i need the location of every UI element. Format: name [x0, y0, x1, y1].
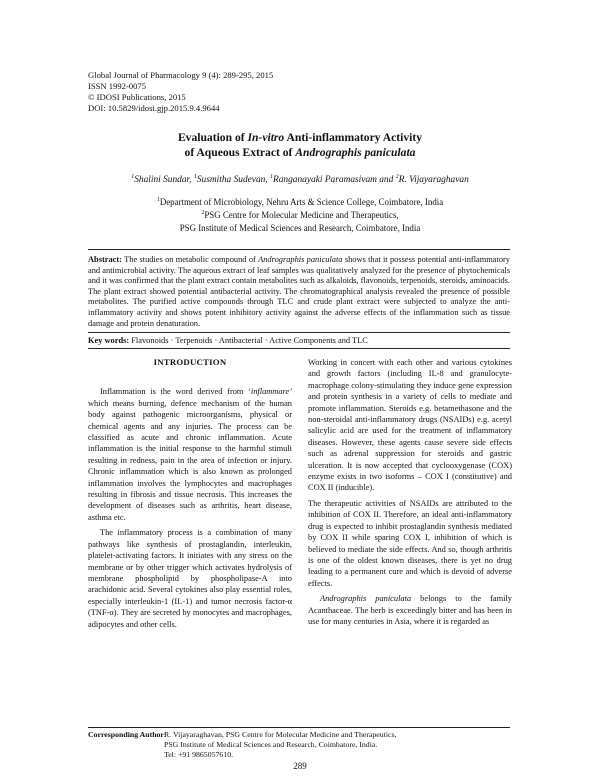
affiliation-mark: 2 — [201, 210, 205, 217]
affiliation-text: PSG Centre for Molecular Medicine and Therapeutics, — [204, 210, 399, 220]
journal-citation: Global Journal of Pharmacology 9 (4): 289-295, 2015 — [88, 70, 274, 80]
paragraph-italic: Andrographis paniculata — [320, 594, 412, 604]
body-paragraph — [88, 386, 292, 523]
author-name: Shalini Sundar, — [134, 175, 194, 185]
correspondence-line: PSG Institute of Medical Sciences and Research, Coimbatore, India. — [164, 740, 378, 750]
corresponding-author-label: Corresponding Author: — [88, 730, 167, 739]
abstract-top-rule — [88, 249, 510, 250]
author-affiliation-mark: 2 — [395, 173, 399, 180]
abstract-label: Abstract: — [88, 255, 122, 264]
journal-info — [88, 70, 273, 114]
keywords-bottom-rule — [88, 348, 510, 349]
body-paragraph: The inflammatory process is a combination of many pathways like synthesis of prostaglandin, interleukin, platelet-activating factors. It initiates with any stress on the membrane or by other trigger which activates hydrolysis of membrane phospholipid by phospholipase-A into arachidonic acid. Several cytokines also play essential roles, especially interleukin-1 (IL-1) and tumor necrosis factor-α (TNF-α). They are secreted by monocytes and macrophages, adipocytes and other cells. — [88, 528, 292, 629]
affiliation-2 — [90, 209, 510, 222]
affiliation-3: PSG Institute of Medical Sciences and Research, Coimbatore, India — [179, 223, 421, 233]
corresponding-author-details — [164, 730, 396, 761]
author-name: Susmitha Sudevan, — [196, 175, 271, 185]
abstract-text: shows that it possess potential anti-inflammatory and antimicrobial activity. The aqueous extract of leaf samples was qualitatively analyzed for the presence of phytochemicals and it was confirmed that the plant extract contain metabolites such as alkaloids, flavonoids, terpenoids, steroids, aminoacids. The plant extract showed potential antibacterial activity. The chromatographical analysis revealed the presence of possible metabolites. The purified active compounds through TLC and crude plant extract were subjected to analyze the anti-inflammatory activity and shows potent inhibitory activity against the adverse effects of the inflammation such as tissue damage and protein denaturation. — [88, 255, 510, 328]
keywords — [88, 336, 510, 345]
title-italic: In-vitro — [247, 131, 285, 144]
author-affiliation-mark: 1 — [131, 173, 135, 180]
correspondence-line: R. Vijayaraghavan, PSG Centre for Molecular Medicine and Therapeutics, — [164, 730, 397, 739]
page-number: 289 — [293, 761, 307, 771]
affiliation-1 — [90, 196, 510, 209]
author-affiliation-mark: 1 — [270, 173, 274, 180]
author-name: R. Vijayaraghavan — [398, 175, 469, 185]
journal-issn: ISSN 1992-0075 — [88, 81, 147, 91]
section-heading-introduction: INTRODUCTION — [153, 357, 227, 367]
left-column — [88, 357, 292, 634]
keywords-label: Key words: — [88, 336, 130, 345]
title-text: Anti-inflammatory Activity — [284, 131, 423, 144]
paper-title — [90, 130, 510, 160]
paragraph-text: Inflammation is the word derived from ‘ — [100, 387, 251, 397]
author-name: Ranganayaki Paramasivam and — [273, 175, 396, 185]
keywords-top-rule — [88, 332, 510, 333]
body-paragraph: The therapeutic activities of NSAIDs are attributed to the inhibition of COX II. Therefore, an ideal anti-inflammatory drug is expected to inhibit prostaglandin synthesis mediated by COX II while sparing COX I, inhibition of which is believed to mediate the side effects. And so, though arthritis is one of the oldest known diseases, there is yet no drug leading to a permanent cure and which is devoid of adverse effects. — [308, 498, 512, 588]
affiliations — [90, 196, 510, 235]
affiliation-mark: 1 — [156, 197, 160, 204]
title-line-2 — [90, 145, 510, 160]
abstract-text: The studies on metabolic compound of — [121, 255, 259, 264]
journal-doi: DOI: 10.5829/idosi.gjp.2015.9.4.9644 — [88, 103, 220, 113]
paragraph-italic: inflammare’ — [250, 387, 292, 397]
paragraph-text: which means burning, defence mechanism of the human body against pathogenic microorganisms, physical or chemical agents and any injuries. The process can be classified as acute and chronic inflammation. Acute inflammation is the initial response to the harmful stimuli resulting in redness, pain in the area of infection or injury. Chronic inflammation which is also known as prolonged inflammation involves the lymphocytes and macrophages resulting in fibrosis and tissue necrosis. This increases the development of diseases such as arthritis, heart disease, asthma etc. — [88, 398, 292, 522]
title-text: Evaluation of — [177, 131, 248, 144]
title-text: of Aqueous Extract of — [184, 146, 296, 159]
right-column — [308, 357, 512, 631]
title-italic: Andrographis paniculata — [295, 146, 416, 159]
journal-copyright: © IDOSI Publications, 2015 — [88, 92, 186, 102]
body-paragraph: Working in concert with each other and various cytokines and growth factors (including IL-8 and granulocyte-macrophage colony-stimulating they induce gene expression and protein synthesis in a variety of cells to mediate and promote inflammation. Steroids e.g. betamethasone and the non-steroidal anti-inflammatory drugs (NSAIDs) e.g. acetyl salicylic acid are used for the treatment of inflammatory diseases. However, these agents cause severe side effects such as adrenal suppression for steroids and gastric ulceration. It is now accepted that cyclooxygenase (COX) enzyme exists in two isoforms – COX I (constitutive) and COX II (inducible). — [308, 358, 512, 493]
footer-rule — [88, 727, 510, 728]
keywords-text: Flavonoids · Terpenoids · Antibacterial · Active Components and TLC — [129, 336, 368, 345]
body-paragraph — [308, 593, 512, 627]
abstract-species-name: Andrographis paniculata — [258, 255, 343, 264]
title-line-1 — [90, 130, 510, 145]
author-list — [90, 175, 510, 185]
abstract — [88, 255, 510, 329]
correspondence-line: Tel: +91 9865057610. — [164, 750, 234, 760]
affiliation-text: Department of Microbiology, Nehru Arts & Science College, Coimbatore, India — [159, 197, 444, 207]
paragraph-text: belongs to the family Acanthaceae. The herb is exceedingly bitter and has been in use for many centuries in Asia, where it is regarded as — [308, 594, 512, 626]
author-affiliation-mark: 1 — [193, 173, 197, 180]
